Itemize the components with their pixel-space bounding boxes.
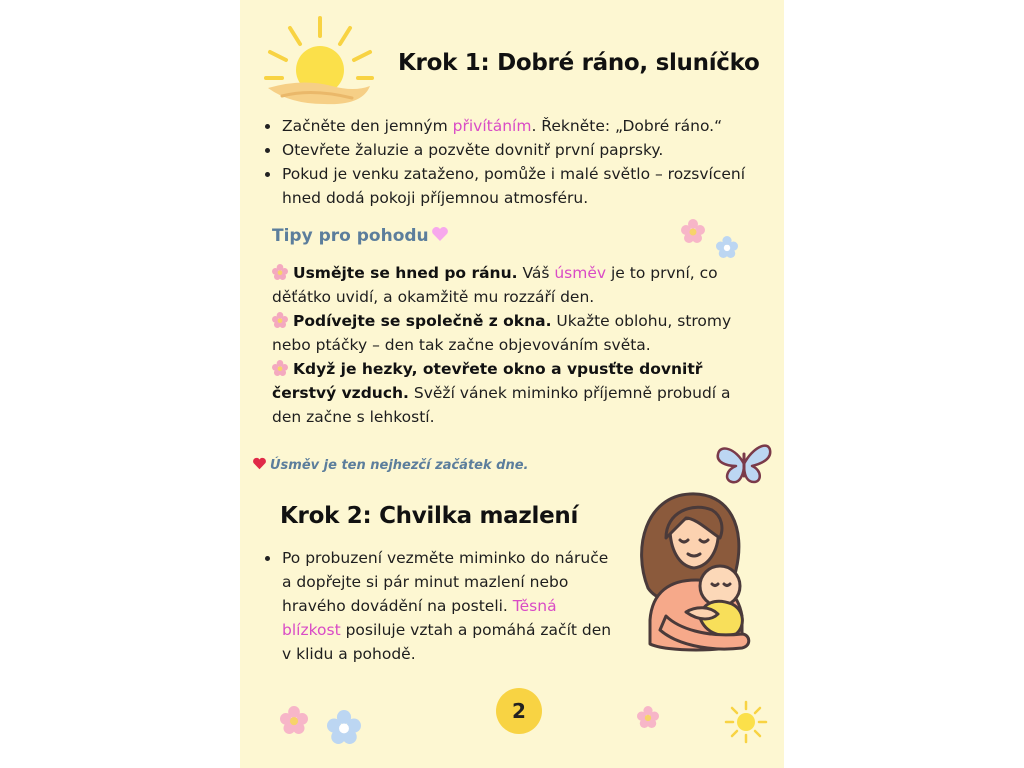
tip-item: Usmějte se hned po ránu. Váš úsměv je to první, co děťátko uvidí, a okamžitě mu rozzáří den. <box>272 264 718 306</box>
flower-icon <box>327 710 361 744</box>
page <box>240 0 784 768</box>
heart-icon <box>431 226 449 242</box>
heart-icon <box>252 457 267 470</box>
flower-icon <box>637 706 659 728</box>
flower-icon <box>280 706 308 734</box>
tips-title: Tipy pro pohodu <box>272 226 449 246</box>
tips-list <box>272 261 752 429</box>
sun-icon <box>262 14 374 110</box>
flower-icon <box>681 219 705 243</box>
highlight-text: Těsná blízkost <box>282 597 557 639</box>
list-item: Pokud je venku zataženo, pomůže i malé světlo – rozsvícení hned dodá pokoji příjemnou atmosféru. <box>262 162 772 210</box>
note-line: Úsměv je ten nejhezčí začátek dne. <box>252 457 528 473</box>
tip-item: Když je hezky, otevřete okno a vpusťte dovnitř čerstvý vzduch. Svěží vánek miminko příjemně probudí a den začne s lehkostí. <box>272 360 731 426</box>
tip-item: Podívejte se společně z okna. Ukažte oblohu, stromy nebo ptáčky – den tak začne objevováním světa. <box>272 312 732 354</box>
flower-icon <box>272 360 288 376</box>
flower-icon <box>272 312 288 328</box>
step1-title: Krok 1: Dobré ráno, sluníčko <box>398 50 760 76</box>
flower-icon <box>272 264 288 280</box>
highlight-text: přivítáním <box>452 117 532 135</box>
step2-list <box>262 546 612 666</box>
list-item: Otevřete žaluzie a pozvěte dovnitř první paprsky. <box>262 138 772 162</box>
list-item: Začněte den jemným přivítáním. Řekněte: „Dobré ráno.“ <box>262 114 772 138</box>
step1-list <box>262 114 772 210</box>
page-number: 2 <box>496 688 542 734</box>
butterfly-icon <box>714 440 774 488</box>
step2-title: Krok 2: Chvilka mazlení <box>280 503 579 529</box>
flower-icon <box>716 236 738 258</box>
mother-baby-illustration <box>626 488 768 656</box>
list-item: Po probuzení vezměte miminko do náruče a dopřejte si pár minut mazlení nebo hravého dovádění na posteli. Těsná blízkost posiluje vztah a pomáhá začít den v klidu a pohodě. <box>262 546 612 666</box>
sun-icon <box>724 700 768 744</box>
